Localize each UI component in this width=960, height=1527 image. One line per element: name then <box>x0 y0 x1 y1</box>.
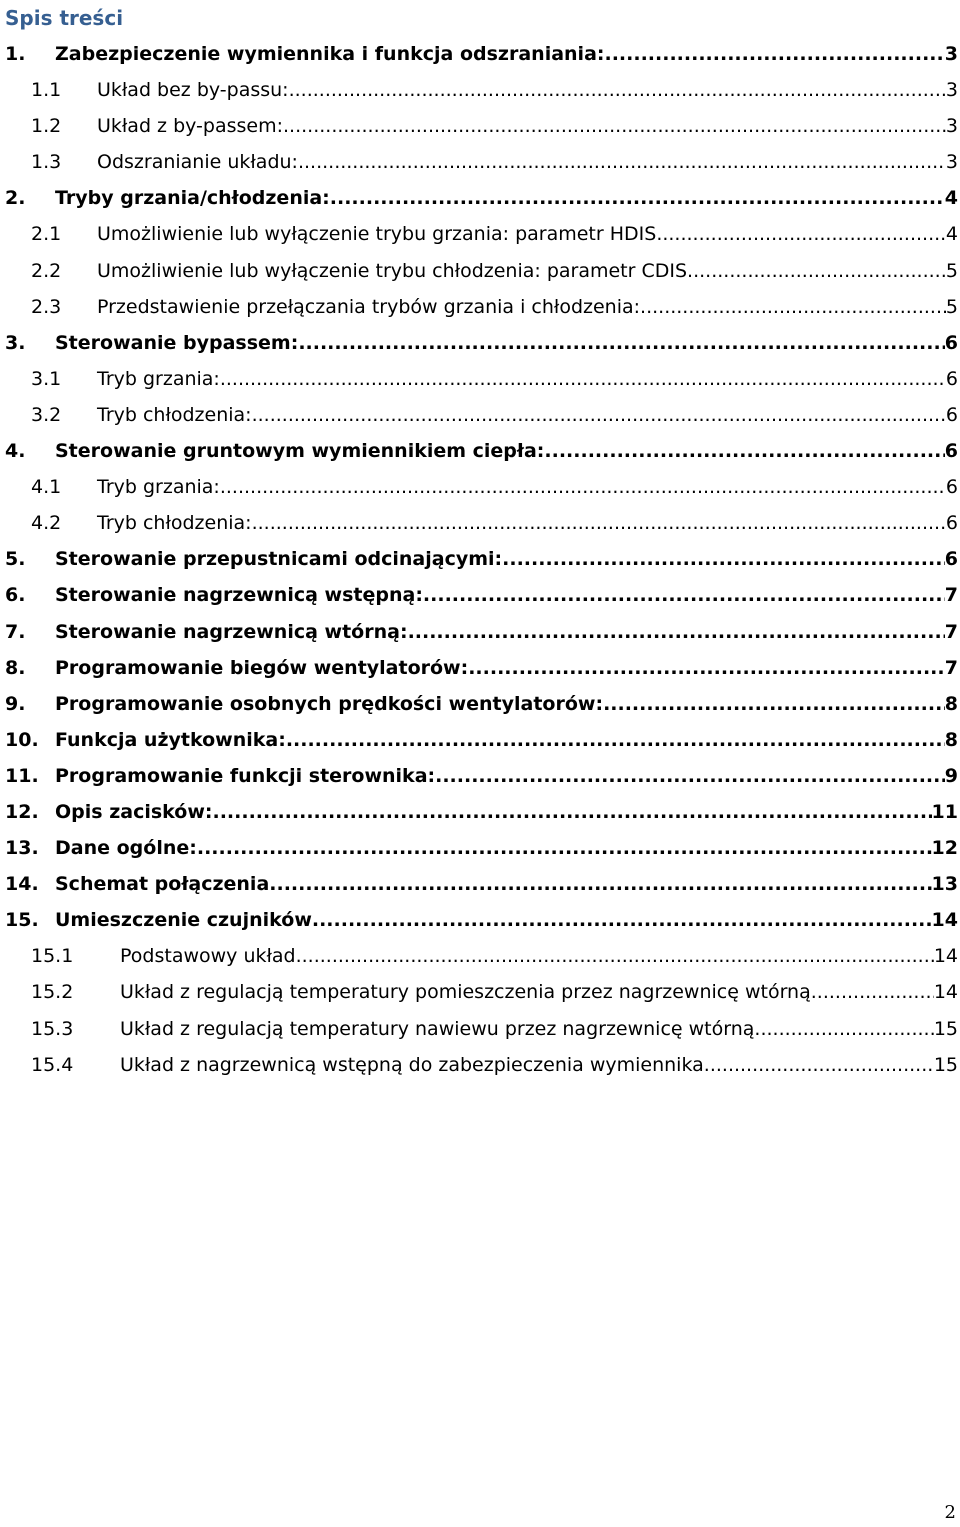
toc-entry-page[interactable]: 15 <box>933 1017 958 1040</box>
toc-entry-title[interactable]: Przedstawienie przełączania trybów grzania i chłodzenia: <box>97 295 641 318</box>
toc-entry-number: 4. <box>5 440 26 463</box>
toc-entry-page[interactable]: 14 <box>933 945 958 968</box>
toc-entry-page[interactable]: 6 <box>945 476 958 499</box>
toc-entry-number: 2. <box>5 187 26 210</box>
toc-entry-number: 15.2 <box>31 981 74 1004</box>
toc-entry[interactable] <box>0 974 960 1010</box>
toc-entry[interactable] <box>0 180 960 216</box>
toc-entry-page[interactable]: 11 <box>931 800 958 823</box>
toc-entry-page[interactable]: 7 <box>944 620 958 643</box>
toc-entry-number: 1.2 <box>31 115 62 138</box>
toc-dot-leader <box>468 650 945 686</box>
toc-entry-page[interactable]: 7 <box>944 656 958 679</box>
toc-entry-number: 5. <box>5 548 26 571</box>
toc-entry-number: 6. <box>5 584 26 607</box>
toc-entry-page[interactable]: 4 <box>944 187 958 210</box>
toc-entry-title[interactable]: Układ z nagrzewnicą wstępną do zabezpieczenia wymiennika <box>120 1053 704 1076</box>
toc-entry-page[interactable]: 5 <box>945 295 958 318</box>
toc-entry-number: 2.1 <box>31 223 62 246</box>
toc-entry[interactable] <box>0 722 960 758</box>
toc-entry-number: 4.2 <box>31 512 62 535</box>
toc-entry[interactable] <box>0 1047 960 1083</box>
toc-entry-title[interactable]: Podstawowy układ <box>120 945 296 968</box>
toc-entry-page[interactable]: 6 <box>945 512 958 535</box>
toc-dot-leader <box>289 72 946 108</box>
toc-entry-number: 2.2 <box>31 259 62 282</box>
toc-entry-title[interactable]: Tryb chłodzenia: <box>97 403 252 426</box>
toc-entry-title[interactable]: Umożliwienie lub wyłączenie trybu grzania: parametr HDIS <box>97 223 657 246</box>
toc-entry-page[interactable]: 7 <box>944 584 958 607</box>
toc-entry-number: 4.1 <box>31 476 62 499</box>
toc-entry-page[interactable]: 13 <box>931 873 958 896</box>
toc-entry-title[interactable]: Programowanie biegów wentylatorów: <box>55 656 469 679</box>
toc-entry-title[interactable]: Tryb grzania: <box>97 476 220 499</box>
toc-dot-leader <box>220 469 946 505</box>
toc-dot-leader <box>197 830 932 866</box>
toc-entry-title[interactable]: Sterowanie przepustnicami odcinającymi: <box>55 548 503 571</box>
toc-entry[interactable] <box>0 433 960 469</box>
toc-entry-page[interactable]: 3 <box>945 151 958 174</box>
toc-entry-title[interactable]: Tryb chłodzenia: <box>97 512 252 535</box>
toc-entry[interactable] <box>0 325 960 361</box>
toc-dot-leader <box>212 794 931 830</box>
toc-entry-title[interactable]: Sterowanie gruntowym wymiennikiem ciepła: <box>55 440 545 463</box>
toc-entry[interactable] <box>0 216 960 252</box>
toc-entry-number: 15.1 <box>31 945 74 968</box>
toc-dot-leader <box>408 614 945 650</box>
toc-dot-leader <box>298 144 946 180</box>
toc-entry-title[interactable]: Sterowanie nagrzewnicą wtórną: <box>55 620 408 643</box>
toc-dot-leader <box>286 722 945 758</box>
toc-entry-title[interactable]: Schemat połączenia <box>55 873 270 896</box>
toc-entry-title[interactable]: Sterowanie nagrzewnicą wstępną: <box>55 584 423 607</box>
toc-entry-title[interactable]: Dane ogólne: <box>55 837 197 860</box>
toc-entry-page[interactable]: 8 <box>944 692 958 715</box>
toc-dot-leader <box>603 686 945 722</box>
toc-dot-leader <box>423 577 945 613</box>
toc-dot-leader <box>605 36 945 72</box>
table-of-contents <box>0 36 960 1083</box>
toc-entry-page[interactable]: 3 <box>944 43 958 65</box>
toc-entry-title[interactable]: Układ bez by-passu: <box>97 79 289 102</box>
toc-entry-page[interactable]: 4 <box>945 223 958 246</box>
toc-entry-page[interactable]: 14 <box>933 981 958 1004</box>
toc-entry-number: 12. <box>5 800 39 823</box>
toc-entry[interactable] <box>0 938 960 974</box>
toc-dot-leader <box>269 866 931 902</box>
toc-entry-number: 1.1 <box>31 79 62 102</box>
toc-entry[interactable] <box>0 902 960 938</box>
toc-entry-number: 14. <box>5 873 39 896</box>
toc-dot-leader <box>544 433 944 469</box>
toc-entry-number: 1.3 <box>31 151 62 174</box>
toc-dot-leader <box>330 180 945 216</box>
toc-entry-page[interactable]: 9 <box>944 764 958 787</box>
toc-entry-page[interactable]: 14 <box>931 909 958 932</box>
toc-entry-title[interactable]: Tryb grzania: <box>97 367 220 390</box>
toc-entry-title[interactable]: Umożliwienie lub wyłączenie trybu chłodzenia: parametr CDIS <box>97 259 688 282</box>
toc-entry-title[interactable]: Tryby grzania/chłodzenia: <box>55 187 330 210</box>
toc-entry-page[interactable]: 6 <box>945 367 958 390</box>
toc-entry[interactable] <box>0 108 960 144</box>
toc-entry[interactable] <box>0 72 960 108</box>
toc-dot-leader <box>502 541 945 577</box>
toc-entry[interactable] <box>0 361 960 397</box>
toc-entry[interactable] <box>0 397 960 433</box>
toc-entry[interactable] <box>0 36 960 72</box>
toc-entry-page[interactable]: 6 <box>944 440 958 463</box>
toc-dot-leader <box>640 289 946 325</box>
toc-entry-page[interactable]: 6 <box>945 403 958 426</box>
toc-entry[interactable] <box>0 469 960 505</box>
toc-entry-title[interactable]: Układ z by-passem: <box>97 115 283 138</box>
toc-entry-number: 3.2 <box>31 403 62 426</box>
toc-entry[interactable] <box>0 577 960 613</box>
toc-title: Spis treści <box>5 6 124 30</box>
toc-entry-title[interactable]: Sterowanie bypassem: <box>55 331 299 354</box>
toc-entry-number: 3. <box>5 331 26 354</box>
toc-dot-leader <box>435 758 945 794</box>
toc-entry-number: 13. <box>5 837 39 860</box>
toc-entry-page[interactable]: 12 <box>931 837 958 860</box>
toc-dot-leader <box>252 505 946 541</box>
toc-entry[interactable] <box>0 144 960 180</box>
page-number: 2 <box>944 1502 956 1523</box>
toc-entry[interactable] <box>0 794 960 830</box>
toc-entry-number: 15.3 <box>31 1017 74 1040</box>
toc-entry-title[interactable]: Układ z regulacją temperatury nawiewu przez nagrzewnicę wtórną <box>120 1017 755 1040</box>
toc-entry-title[interactable]: Układ z regulacją temperatury pomieszczenia przez nagrzewnicę wtórną <box>120 981 811 1004</box>
toc-entry-title[interactable]: Umieszczenie czujników <box>55 909 312 932</box>
toc-entry-number: 15.4 <box>31 1053 74 1076</box>
toc-dot-leader <box>656 216 946 252</box>
toc-entry-title[interactable]: Programowanie osobnych prędkości wentylatorów: <box>55 692 604 715</box>
toc-dot-leader <box>283 108 946 144</box>
toc-entry[interactable] <box>0 614 960 650</box>
toc-entry-page[interactable]: 3 <box>945 79 958 102</box>
toc-entry[interactable] <box>0 289 960 325</box>
toc-entry-title[interactable]: Odszranianie układu: <box>97 151 298 174</box>
toc-entry-number: 10. <box>5 728 39 751</box>
toc-entry-number: 2.3 <box>31 295 62 318</box>
toc-dot-leader <box>704 1047 934 1083</box>
toc-dot-leader <box>687 253 946 289</box>
toc-entry-number: 9. <box>5 692 26 715</box>
toc-entry[interactable] <box>0 541 960 577</box>
toc-entry[interactable] <box>0 1011 960 1047</box>
toc-entry-number: 15. <box>5 909 39 932</box>
toc-dot-leader <box>296 938 934 974</box>
toc-entry-number: 3.1 <box>31 367 62 390</box>
toc-entry[interactable] <box>0 686 960 722</box>
toc-dot-leader <box>252 397 946 433</box>
toc-entry[interactable] <box>0 650 960 686</box>
toc-entry-number: 7. <box>5 620 26 643</box>
toc-entry-number: 1. <box>5 43 26 65</box>
toc-entry-page[interactable]: 15 <box>933 1053 958 1076</box>
toc-entry-page[interactable]: 3 <box>945 115 958 138</box>
toc-entry-title[interactable]: Zabezpieczenie wymiennika i funkcja odszraniania: <box>55 43 605 65</box>
toc-entry[interactable] <box>0 253 960 289</box>
toc-dot-leader <box>298 325 944 361</box>
toc-entry[interactable] <box>0 866 960 902</box>
toc-entry-title[interactable]: Opis zacisków: <box>55 800 213 823</box>
toc-entry-page[interactable]: 6 <box>944 548 958 571</box>
toc-entry-title[interactable]: Funkcja użytkownika: <box>55 728 286 751</box>
toc-entry[interactable] <box>0 758 960 794</box>
toc-dot-leader <box>312 902 932 938</box>
toc-entry-page[interactable]: 6 <box>944 331 958 354</box>
toc-entry-number: 8. <box>5 656 26 679</box>
toc-entry[interactable] <box>0 830 960 866</box>
toc-entry-page[interactable]: 8 <box>944 728 958 751</box>
toc-entry[interactable] <box>0 505 960 541</box>
toc-entry-page[interactable]: 5 <box>945 259 958 282</box>
toc-dot-leader <box>220 361 946 397</box>
toc-dot-leader <box>811 974 934 1010</box>
toc-dot-leader <box>754 1011 933 1047</box>
toc-entry-title[interactable]: Programowanie funkcji sterownika: <box>55 764 436 787</box>
toc-entry-number: 11. <box>5 764 39 787</box>
